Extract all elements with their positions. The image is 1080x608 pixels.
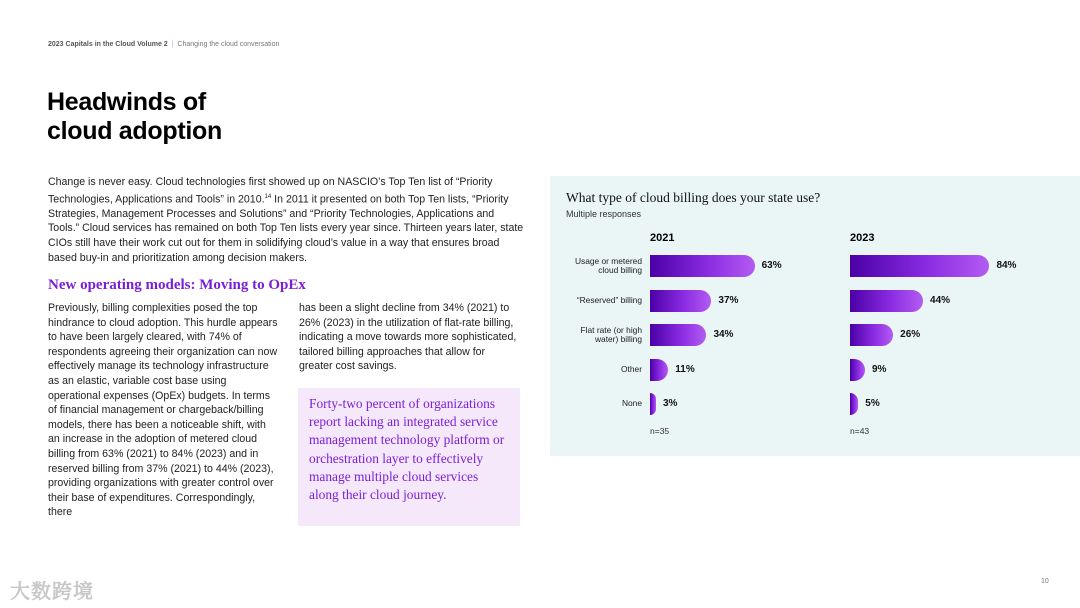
body-column-1: Previously, billing complexities posed the top hindrance to cloud adoption. This hurdle appears to have been largely cleared, with 74% of respondents agreeing their organization can now effectively manage its technology infrastructure as an elastic, variable cost base using operational expenses (OpEx) budgets. In terms of financial management or chargeback/billing models, there has been a noticeable shift, with an increase in the adoption of metered cloud billing from 63% (2021) to 84% (2023) and in reserved billing from 37% (2021) to 44% (2023), providing organizations with greater control over their base of expenditures. Correspondingly, there bbox=[48, 302, 278, 519]
watermark-logo: 大数跨境 bbox=[10, 581, 94, 603]
category-label bbox=[550, 296, 642, 306]
bar-value-label: 44% bbox=[930, 294, 951, 306]
bar bbox=[850, 324, 893, 346]
sample-size-label: n=43 bbox=[850, 426, 870, 436]
bar-value-label: 63% bbox=[761, 260, 782, 271]
year-header: 2021 bbox=[650, 232, 675, 244]
page-number: 10 bbox=[1041, 578, 1049, 585]
category-label-line: water) billing bbox=[594, 334, 642, 344]
bar-value-label: 26% bbox=[900, 329, 921, 340]
category-label-line: “Reserved” billing bbox=[576, 294, 642, 305]
year-header: 2023 bbox=[850, 232, 875, 244]
bar bbox=[650, 255, 755, 277]
bar-value-label: 84% bbox=[996, 260, 1017, 271]
header-separator: | bbox=[171, 41, 174, 48]
callout-box bbox=[298, 388, 520, 526]
bar bbox=[850, 255, 989, 277]
chart-panel bbox=[550, 176, 1080, 456]
category-label-line: Usage or metered bbox=[574, 255, 642, 266]
category-label-line: cloud billing bbox=[598, 265, 642, 275]
bar bbox=[850, 359, 865, 381]
body-column-2: has been a slight decline from 34% (2021) to 26% (2023) in the utilization of flat-rate billing, indicating a move towards more sophisticated, tailored billing approaches that allow for greater cost savings. bbox=[299, 302, 517, 373]
bar-value-label: 5% bbox=[865, 398, 880, 409]
page-title-line1: Headwinds of bbox=[47, 88, 206, 116]
bar bbox=[650, 359, 668, 381]
category-label-line: Flat rate (or high bbox=[580, 324, 642, 335]
bar bbox=[850, 290, 923, 312]
footnote-ref: 14 bbox=[264, 193, 272, 200]
bar-value-label: 3% bbox=[663, 398, 678, 409]
report-name: 2023 Capitals in the Cloud Volume 2 bbox=[48, 41, 168, 48]
page-title-line2: cloud adoption bbox=[47, 117, 222, 145]
category-label bbox=[550, 399, 642, 409]
category-label-line: None bbox=[621, 398, 642, 409]
bar bbox=[650, 324, 706, 346]
section-name: Changing the cloud conversation bbox=[177, 41, 280, 48]
category-label-line: Other bbox=[621, 363, 642, 374]
section-subhead: New operating models: Moving to OpEx bbox=[48, 277, 306, 293]
category-label bbox=[550, 326, 642, 345]
intro-paragraph bbox=[48, 175, 528, 265]
bar-value-label: 9% bbox=[871, 363, 887, 375]
page-title bbox=[47, 88, 347, 146]
bar-value-label: 34% bbox=[713, 329, 734, 340]
bar bbox=[650, 290, 711, 312]
intro-text-a: Change is never easy. Cloud technologies first showed up on NASCIO’s Top Ten list of “Priority Technologies, Applications and Tools” in 2010. bbox=[48, 176, 493, 206]
bar-value-label: 11% bbox=[675, 363, 695, 375]
bar bbox=[650, 393, 656, 415]
intro-text-b: In 2011 it presented on both Top Ten lists, “Priority Strategies, Management Processes and Solutions” and “Priority Technologies, Applications and Tools.” Cloud services has remained on both Top Ten lists every year since. Thirteen years later, state CIOs still have their work cut out for them in solidifying cloud’s value in a way that ensures broad based buy-in and prioritization among decision makers. bbox=[48, 193, 524, 264]
report-header bbox=[48, 41, 279, 48]
callout-text: Forty-two percent of organizations report lacking an integrated service management technology platform or orchestration layer to effectively manage multiple cloud services along their cloud journey. bbox=[309, 396, 505, 503]
category-label bbox=[550, 257, 642, 276]
category-label bbox=[550, 365, 642, 375]
bar-value-label: 37% bbox=[718, 294, 739, 306]
sample-size-label: n=35 bbox=[650, 426, 670, 436]
chart-subtitle: Multiple responses bbox=[566, 209, 642, 219]
bar bbox=[850, 393, 858, 415]
chart-title: What type of cloud billing does your state use? bbox=[566, 190, 821, 205]
